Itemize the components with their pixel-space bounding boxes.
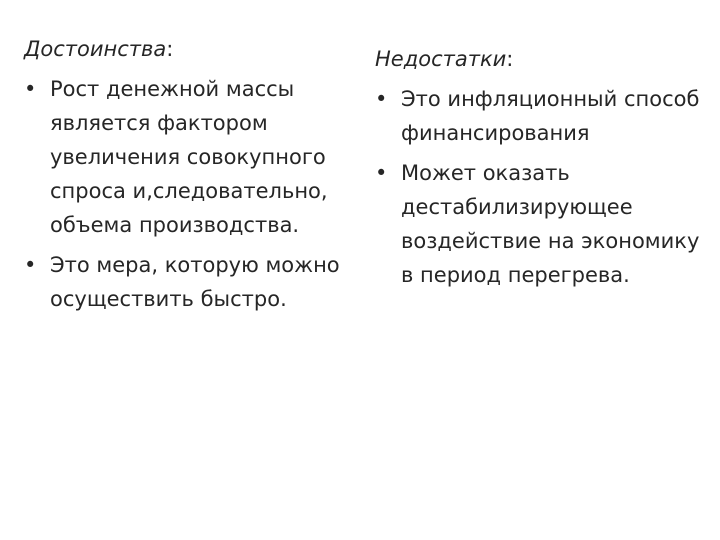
advantages-heading [24, 34, 359, 64]
disadvantages-heading [375, 44, 710, 74]
advantages-heading-colon: : [166, 37, 174, 61]
advantage-item [24, 248, 359, 316]
bullet-icon: • [24, 77, 37, 101]
advantages-column [24, 34, 359, 322]
disadvantages-column [375, 44, 710, 298]
advantage-item-text: Это мера, которую можно осуществить быстро. [50, 253, 340, 311]
disadvantages-heading-text: Недостатки [375, 47, 507, 71]
disadvantage-item-text: Это инфляционный способ финансирования [401, 87, 700, 145]
advantage-item [24, 72, 359, 242]
advantages-list [24, 72, 359, 316]
disadvantage-item [375, 82, 710, 150]
advantages-heading-text: Достоинства [24, 37, 167, 61]
bullet-icon: • [24, 253, 37, 277]
disadvantage-item [375, 156, 710, 292]
disadvantages-heading-colon: : [506, 47, 514, 71]
bullet-icon: • [375, 161, 388, 185]
advantage-item-text: Рост денежной массы является фактором увеличения совокупного спроса и,следовательно, объема производства. [50, 77, 328, 237]
disadvantages-list [375, 82, 710, 292]
disadvantage-item-text: Может оказать дестабилизирующее воздействие на экономику в период перегрева. [401, 161, 700, 287]
bullet-icon: • [375, 87, 388, 111]
